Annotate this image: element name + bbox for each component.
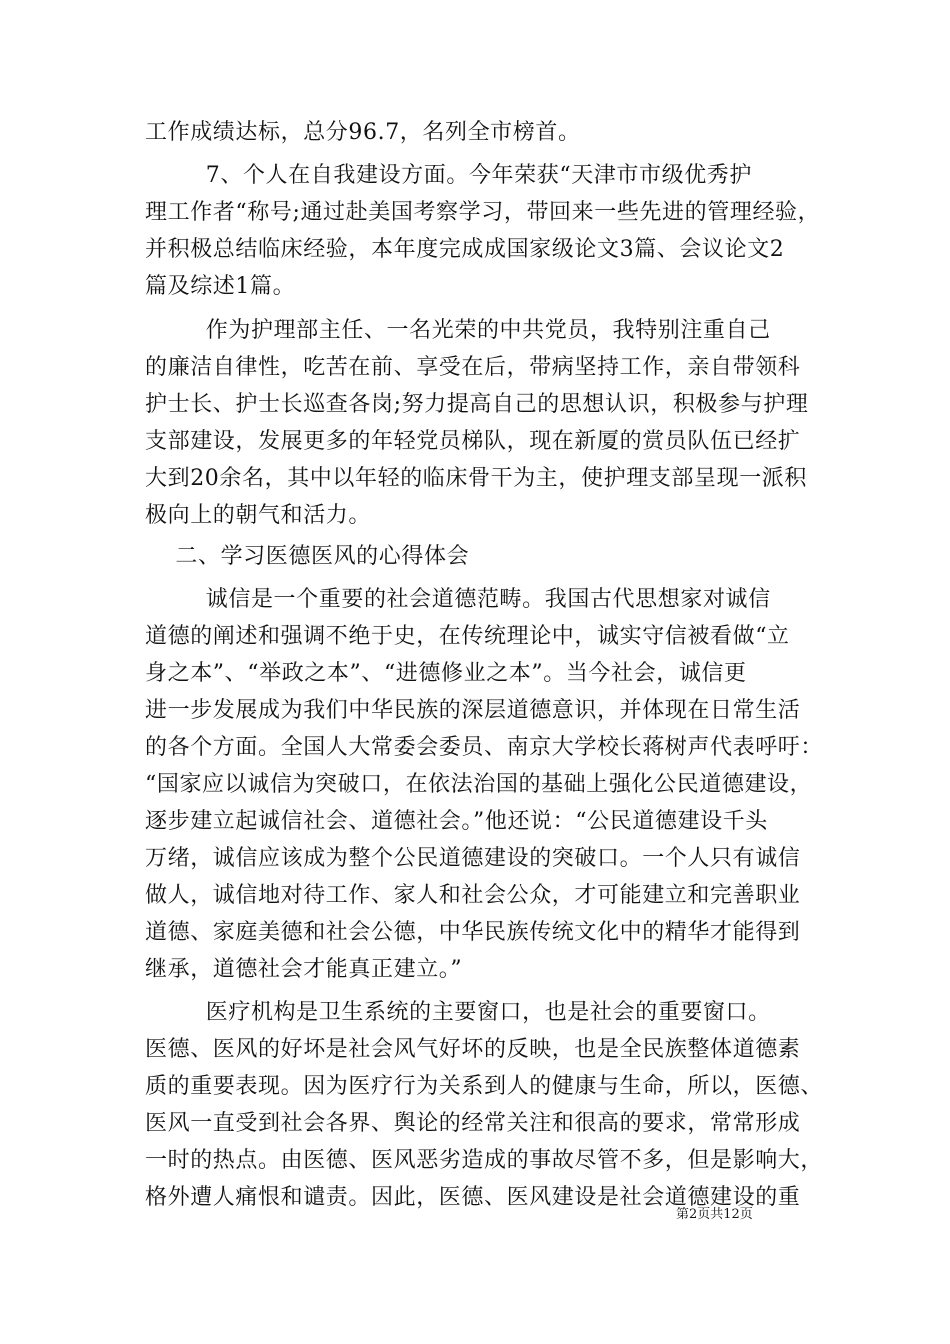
text-line: 医疗机构是卫生系统的主要窗口，也是社会的重要窗口。 xyxy=(145,1000,771,1025)
text-line: 道德的阐述和强调不绝于史，在传统理论中，诚实守信被看做“立 xyxy=(145,624,790,649)
text-line: 工作成绩达标，总分96.7，名列全市榜首。 xyxy=(145,120,581,145)
page-footer: 第2页共12页 xyxy=(676,1207,753,1222)
text-line: 万绪，诚信应该成为整个公民道德建设的突破口。一个人只有诚信 xyxy=(145,846,801,871)
text-line: 极向上的朝气和活力。 xyxy=(145,503,372,528)
text-line: 并积极总结临床经验，本年度完成成国家级论文3篇、会议论文2 xyxy=(145,237,785,262)
text-line: 的各个方面。全国人大常委会委员、南京大学校长蒋树声代表呼吁： xyxy=(145,735,824,760)
text-line: “国家应以诚信为突破口，在依法治国的基础上强化公民道德建设， xyxy=(145,772,813,797)
section-heading: 二、学习医德医风的心得体会 xyxy=(145,544,470,569)
text-line: 支部建设，发展更多的年轻党员梯队，现在新厦的赏员队伍已经扩 xyxy=(145,429,801,454)
text-line: 身之本”、“举政之本”、“进德修业之本”。当今社会，诚信更 xyxy=(145,661,747,686)
text-line: 篇及综述1篇。 xyxy=(145,274,296,299)
text-line: 逐步建立起诚信社会、道德社会。”他还说：“公民道德建设千头 xyxy=(145,809,768,834)
text-line: 作为护理部主任、一名光荣的中共党员，我特别注重自己 xyxy=(145,318,771,343)
text-line: 理工作者“称号;通过赴美国考察学习，带回来一些先进的管理经验， xyxy=(145,200,821,225)
text-line: 诚信是一个重要的社会道德范畴。我国古代思想家对诚信 xyxy=(145,587,771,612)
text-line: 医风一直受到社会各界、舆论的经常关注和很高的要求，常常形成 xyxy=(145,1111,801,1136)
text-line: 大到20余名，其中以年轻的临床骨干为主，使护理支部呈现一派积 xyxy=(145,466,807,491)
text-line: 7、个人在自我建设方面。今年荣获“天津市市级优秀护 xyxy=(145,163,752,188)
text-line: 格外遭人痛恨和谴责。因此，医德、医风建设是社会道德建设的重 xyxy=(145,1185,801,1210)
text-line: 的廉洁自律性，吃苦在前、享受在后，带病坚持工作，亲自带领科 xyxy=(145,355,801,380)
text-line: 医德、医风的好坏是社会风气好坏的反映，也是全民族整体道德素 xyxy=(145,1037,801,1062)
text-line: 做人，诚信地对待工作、家人和社会公众，才可能建立和完善职业 xyxy=(145,883,801,908)
text-line: 进一步发展成为我们中华民族的深层道德意识，并体现在日常生活 xyxy=(145,698,801,723)
text-line: 继承，道德社会才能真正建立。” xyxy=(145,957,463,982)
text-line: 质的重要表现。因为医疗行为关系到人的健康与生命，所以，医德、 xyxy=(145,1074,824,1099)
text-line: 一时的热点。由医德、医风恶劣造成的事故尽管不多，但是影响大， xyxy=(145,1148,824,1173)
text-line: 道德、家庭美德和社会公德，中华民族传统文化中的精华才能得到 xyxy=(145,920,801,945)
text-line: 护士长、护士长巡查各岗;努力提高自己的思想认识，积极参与护理 xyxy=(145,392,809,417)
